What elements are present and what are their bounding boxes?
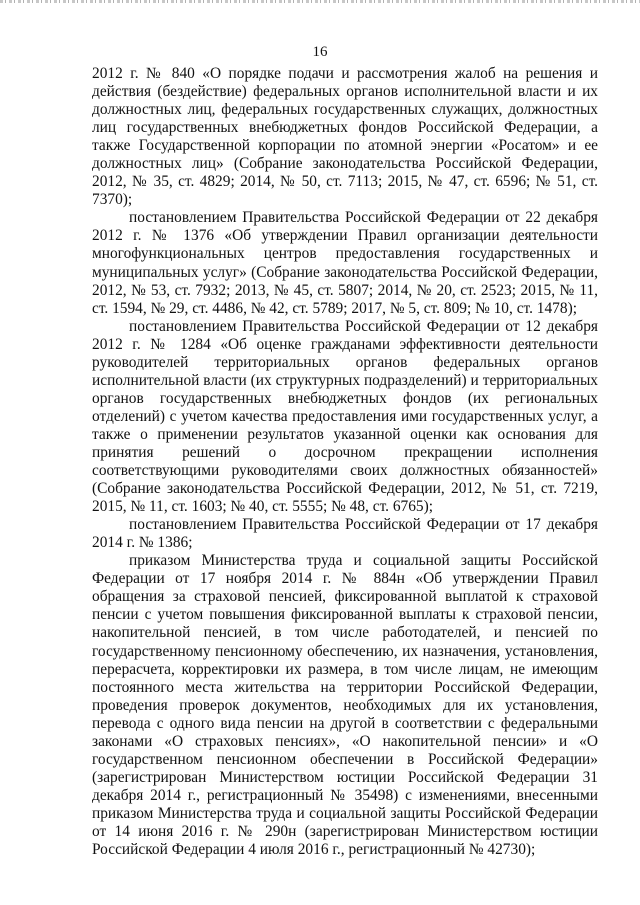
scan-edge-artifact: [0, 0, 640, 3]
page-number: 16: [312, 44, 328, 60]
paragraph-performance-evaluation: постановлением Правительства Российской Федерации от 12 декабря 2012 г. № 1284 «Об оценке гражданами эффективности деятельности руководителей территориальных органов федеральных органов исполнительной власти (их структурных подразделений) и территориальных органов государственных внебюджетных фондов (их региональных отделений) с учетом качества предоставления ими государственных услуг, а также о применении результатов указанной оценки как основания для принятия решений о досрочном прекращении исполнения соответствующими руководителями своих должностных обязанностей» (Собрание законодательства Российской Федерации, 2012, № 51, ст. 7219, 2015, № 11, ст. 1603; № 40, ст. 5555; № 48, ст. 6765);: [92, 317, 598, 516]
paragraph-mfc-rules: постановлением Правительства Российской Федерации от 22 декабря 2012 г. № 1376 «Об утверждении Правил организации деятельности многофункциональных центров предоставления государственных и муниципальных услуг» (Собрание законодательства Российской Федерации, 2012, № 53, ст. 7932; 2013, № 45, ст. 5807; 2014, № 20, ст. 2523; 2015, № 11, ст. 1594, № 29, ст. 4486, № 42, ст. 5789; 2017, № 5, ст. 809; № 10, ст. 1478);: [92, 209, 598, 317]
paragraph-complaints-procedure: 2012 г. № 840 «О порядке подачи и рассмотрения жалоб на решения и действия (бездействие) федеральных органов исполнительной власти и их должностных лиц, федеральных государственных служащих, должностных лиц государственных внебюджетных фондов Российской Федерации, а также Государственной корпорации по атомной энергии «Росатом» и ее должностных лиц» (Собрание законодательства Российской Федерации, 2012, № 35, ст. 4829; 2014, № 50, ст. 7113; 2015, № 47, ст. 6596; № 51, ст. 7370);: [92, 65, 598, 209]
paragraph-resolution-1386: постановлением Правительства Российской Федерации от 17 декабря 2014 г. № 1386;: [92, 516, 598, 552]
document-body: [92, 65, 598, 859]
paragraph-labor-ministry-order: приказом Министерства труда и социальной защиты Российской Федерации от 17 ноября 2014 г. № 884н «Об утверждении Правил обращения за страховой пенсией, фиксированной выплатой к страховой пенсии с учетом повышения фиксированной выплаты к страховой пенсии, накопительной пенсией, в том числе работодателей, и пенсией по государственному пенсионному обеспечению, их назначения, установления, перерасчета, корректировки их размера, в том числе лицам, не имеющим постоянного места жительства на территории Российской Федерации, проведения проверок документов, необходимых для их установления, перевода с одного вида пенсии на другой в соответствии с федеральными законами «О страховых пенсиях», «О накопительной пенсии» и «О государственном пенсионном обеспечении в Российской Федерации» (зарегистрирован Министерством юстиции Российской Федерации 31 декабря 2014 г., регистрационный № 35498) с изменениями, внесенными приказом Министерства труда и социальной защиты Российской Федерации от 14 июня 2016 г. № 290н (зарегистрирован Министерством юстиции Российской Федерации 4 июля 2016 г., регистрационный № 42730);: [92, 552, 598, 859]
